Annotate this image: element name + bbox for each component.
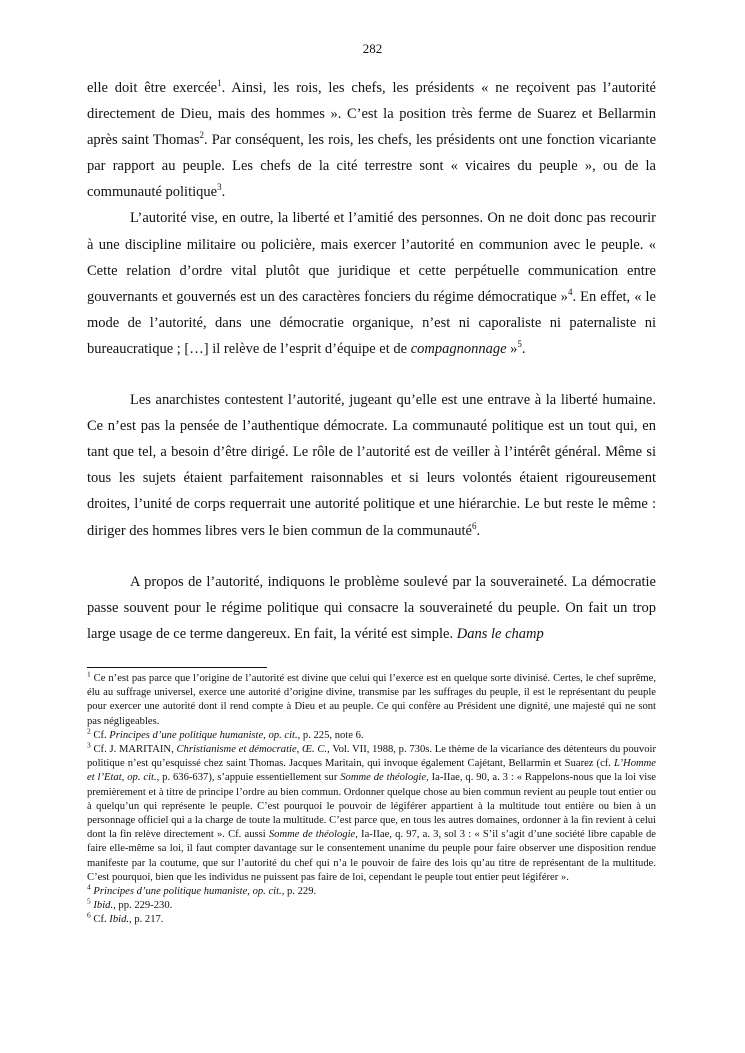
footnote-ref-1[interactable]: 1	[217, 78, 222, 89]
footnote-text: Ia-IIae, q. 97, a. 3, sol 3 : « S’il s’agit d’une société libre capable de faire elle-même sa loi, il faut compter davantage sur le consentement unanime du peuple pour faire observer une disposition rendue manifeste par la coutume, que sur l’autorité du chef qui n’a le pouvoir de faire des lois qu’au titre de représentant de la multitude. C’est pourquoi, bien que les individus ne puissent pas faire de loi, cependant le peuple tout entier peut légiférer ».	[87, 829, 657, 883]
footnote-ref-3[interactable]: 3	[217, 182, 222, 193]
footnote-italic: Principes d’une politique humaniste, op. cit.,	[93, 886, 285, 898]
text-span: Les anarchistes contestent l’autorité, jugeant qu’elle est une entrave à la liberté humaine. Ce n’est pas la pensée de l’authentique démocrate. La communauté politique est un tout qui, en tant que tel, a besoin d’être dirigé. Le rôle de l’autorité est de veiller à l’intérêt général. Même si tous les sujets étaient parfaitement raisonnables et si leurs volontés étaient rigoureusement droites, l’unité de corps requerrait une autorité politique et une hiérarchie. Le but reste le même : diriger des hommes libres vers le bien commun de la communauté	[87, 392, 656, 539]
italic-term: compagnonnage	[410, 340, 507, 357]
footnote-text: Cf.	[90, 729, 110, 741]
text-span: »	[506, 340, 518, 357]
footnote-italic: Principes d’une politique humaniste, op. cit.	[109, 729, 298, 741]
text-span: . Ainsi, les rois, les chefs, les présidents « ne reçoivent pas l’autorité directement de Dieu, mais des hommes ». C’est la position très ferme de Suarez et Bellarmin après saint Thomas	[87, 80, 656, 149]
text-span: . En effet, « le mode de l’autorité, dans une démocratie organique, n’est ni caporaliste ni paternaliste ni bureaucratique ; […] il relève de l’esprit d’équipe et de	[87, 288, 656, 357]
text-span: . Par conséquent, les rois, les chefs, les présidents ont une fonction vicariante par rapport au peuple. Les chefs de la cité terrestre sont « vicaires du peuple », ou de la communauté politique	[87, 132, 656, 201]
footnote-text: p. 217.	[131, 914, 164, 926]
footnote-italic: L’Homme et l’Etat, op. cit.	[87, 758, 656, 784]
footnote-ref-2[interactable]: 2	[199, 130, 205, 141]
text-span: .	[221, 184, 226, 201]
footnote-italic: Somme de théologie,	[268, 829, 358, 841]
footnote-number: 2	[87, 726, 91, 736]
footnote-ref-6[interactable]: 6	[471, 520, 477, 531]
paragraph-4	[87, 569, 656, 647]
footnote-number: 6	[87, 910, 91, 920]
main-text	[87, 75, 656, 647]
footnote-text: Cf. J. MARITAIN,	[90, 744, 177, 756]
page-number: 282	[362, 41, 383, 56]
paragraph-2	[87, 205, 656, 362]
footnote-ref-4[interactable]: 4	[567, 286, 573, 297]
footnote-separator	[87, 667, 267, 668]
footnote-6	[87, 910, 656, 927]
footnote-text: Vol. VII, 1988, p. 730s. Le thème de la vicariance des détenteurs du pouvoir politique n’est qu’esquissé chez saint Thomas. Jacques Maritain, qui invoque également Cajétant, Bellarmin et Suarez (cf.	[87, 744, 656, 770]
footnote-ref-5[interactable]: 5	[517, 339, 522, 350]
footnote-number: 5	[87, 896, 91, 906]
paragraph-3	[87, 387, 656, 544]
footnote-italic: Christianisme et démocratie, Œ. C.,	[176, 744, 330, 756]
footnote-4	[87, 882, 656, 899]
footnote-italic: Ibid.,	[109, 914, 132, 926]
footnote-number: 4	[87, 882, 91, 892]
footnotes	[87, 669, 657, 928]
footnote-5	[87, 896, 656, 913]
footnote-3	[87, 740, 657, 885]
text-span: elle doit être exercée	[87, 80, 218, 96]
paragraph-1	[87, 75, 656, 205]
footnote-number: 3	[87, 740, 91, 750]
footnote-italic: Ibid.,	[93, 900, 116, 912]
footnote-text: Ia-IIae, q. 90, a. 3 : « Rappelons-nous que la loi vise premièrement et à titre de principe l’ordre au bien commun. Ordonner quelque chose au bien commun revient au peuple tout entier ou à quelqu’un qui représente le peuple. C’est pourquoi le pouvoir de légiférer appartient à la multitude tout entière ou bien à un personnage officiel qui a la charge de toute la multitude. C’est parce que, en tous les autres domaines, ordonner à la fin revient à celui dont la fin relève directement ». Cf. aussi	[87, 772, 656, 841]
footnote-text: Ce n’est pas parce que l’origine de l’autorité est divine que celui qui l’exerce est en quelque sorte divinisé. Certes, le chef suprême, élu au suffrage universel, exerce une autorité d’origine divine, transmise par les suffrages du peuple, il est le représentant du peuple pour exercer une autorité dont il rend compte à Dieu et au peuple. Ce qui confère au Président une dignité, une majesté qui ne sont pas négligeables.	[87, 673, 656, 727]
footnote-1	[87, 669, 656, 729]
footnote-2	[87, 726, 656, 743]
text-span: A propos de l’autorité, indiquons le problème soulevé par la souveraineté. La démocratie passe souvent pour le régime politique qui consacre la souveraineté du peuple. On fait un trop large usage de ce terme dangereux. En fait, la vérité est simple.	[87, 573, 656, 642]
text-span: .	[521, 340, 526, 357]
footnote-text: p. 229.	[284, 886, 317, 898]
footnote-text: , p. 225, note 6.	[297, 729, 364, 741]
footnote-text: Cf.	[90, 914, 110, 926]
footnote-number: 1	[87, 669, 91, 679]
text-span: L’autorité vise, en outre, la liberté et l’amitié des personnes. On ne doit donc pas recourir à une discipline militaire ou policière, mais exercer l’autorité en communion avec le peuple. « Cette relation d’ordre vital plutôt que juridique et cette perpétuelle communication entre gouvernants et gouvernés est un des caractères fonciers du régime démocratique »	[87, 210, 656, 305]
italic-phrase: Dans le champ	[456, 625, 544, 642]
footnote-italic: Somme de théologie,	[340, 772, 429, 784]
footnote-text: , p. 636-637), s’appuie essentiellement sur	[156, 772, 341, 784]
text-span: .	[476, 522, 481, 539]
footnote-text: pp. 229-230.	[115, 900, 173, 912]
